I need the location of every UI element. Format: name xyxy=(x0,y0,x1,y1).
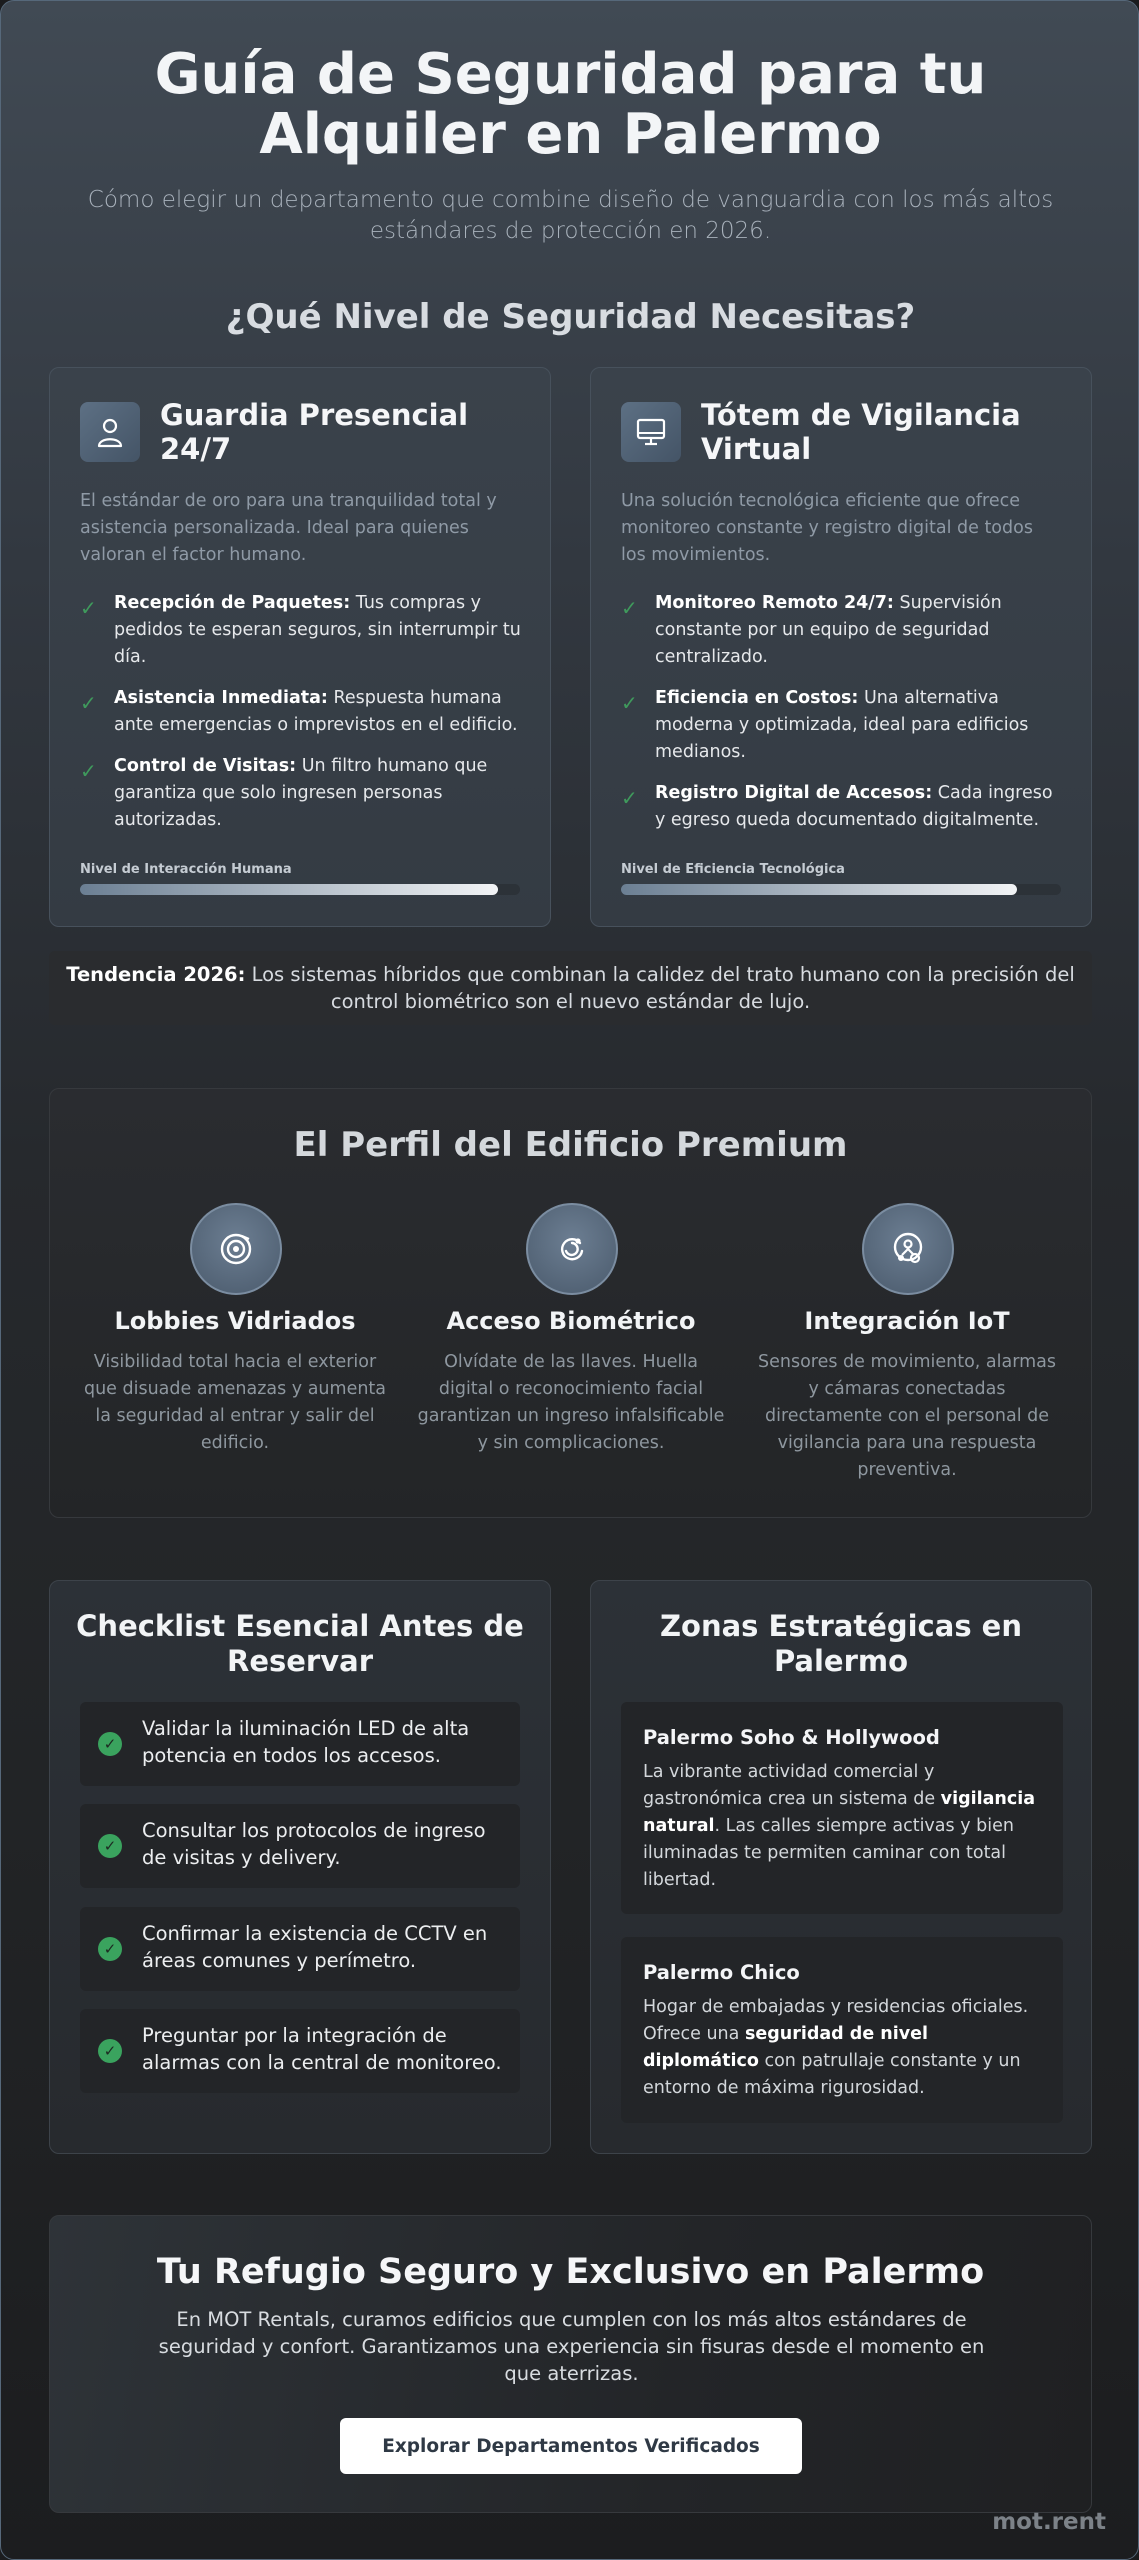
cta-section xyxy=(49,2215,1092,2513)
checklist-item xyxy=(80,1907,520,1991)
progress-bar xyxy=(80,884,520,895)
check-circle-icon: ✓ xyxy=(98,1834,122,1858)
trend-text: Los sistemas híbridos que combinan la calidez del trato humano con la precisión del control biométrico son el nuevo estándar de lujo. xyxy=(245,963,1075,1013)
feature-item: Eficiencia en Costos: Una alternativa moderna y optimizada, ideal para edificios medianos. xyxy=(655,688,1029,762)
zone-text: Hogar de embajadas y residencias oficiales. Ofrece una seguridad de nivel diplomático con patrullaje constante y un entorno de máxima rigurosidad. xyxy=(643,1997,1029,2098)
bar-label: Nivel de Interacción Humana xyxy=(80,862,292,877)
zone-title: Palermo Chico xyxy=(643,1961,800,1984)
card-title: Guardia Presencial 24/7 xyxy=(160,398,469,466)
check-icon: ✓ xyxy=(621,786,638,810)
explore-apartments-button[interactable]: Explorar Departamentos Verificados xyxy=(340,2418,802,2474)
trend-banner xyxy=(49,951,1092,1025)
zone-card xyxy=(621,1702,1063,1914)
bar-label: Nivel de Eficiencia Tecnológica xyxy=(621,862,845,877)
check-icon: ✓ xyxy=(80,691,97,715)
check-circle-icon: ✓ xyxy=(98,2039,122,2063)
checklist-panel xyxy=(49,1580,551,2154)
checklist-item xyxy=(80,2009,520,2093)
premium-item-desc: Visibilidad total hacia el exterior que disuade amenazas y aumenta la seguridad al entrar y salir del edificio. xyxy=(83,1352,387,1453)
check-circle-icon: ✓ xyxy=(98,1732,122,1756)
cta-title: Tu Refugio Seguro y Exclusivo en Palermo xyxy=(156,2252,985,2292)
feature-item: Recepción de Paquetes: Tus compras y pedidos te esperan seguros, sin interrumpir tu día. xyxy=(114,593,521,667)
cta-text: En MOT Rentals, curamos edificios que cumplen con los más altos estándares de seguridad y confort. Garantizamos una experiencia sin fisuras desde el momento en que aterrizas. xyxy=(158,2308,985,2385)
check-circle-icon: ✓ xyxy=(98,1937,122,1961)
progress-fill xyxy=(80,884,498,895)
premium-item-title: Lobbies Vidriados xyxy=(114,1307,356,1335)
monitor-icon xyxy=(621,402,681,462)
title-line-1: Guía de Seguridad para tu xyxy=(154,42,987,107)
premium-section xyxy=(49,1088,1092,1518)
zone-title: Palermo Soho & Hollywood xyxy=(643,1726,940,1749)
levels-title: ¿Qué Nivel de Seguridad Necesitas? xyxy=(225,297,916,337)
page-title xyxy=(1,42,1139,167)
header xyxy=(1,42,1139,247)
card-totem xyxy=(590,367,1092,927)
check-icon: ✓ xyxy=(80,759,97,783)
feature-item: Control de Visitas: Un filtro humano que garantiza que solo ingresen personas autorizadas. xyxy=(114,756,488,830)
checklist-text: Consultar los protocolos de ingreso de visitas y delivery. xyxy=(142,1819,486,1869)
premium-item-desc: Sensores de movimiento, alarmas y cámaras conectadas directamente con el personal de vigilancia para una respuesta preventiva. xyxy=(757,1352,1056,1480)
title-line-2: Alquiler en Palermo xyxy=(259,102,882,167)
checklist-text: Confirmar la existencia de CCTV en áreas comunes y perímetro. xyxy=(142,1922,488,1972)
camera-lens-icon xyxy=(190,1203,282,1295)
checklist-item xyxy=(80,1804,520,1888)
fingerprint-icon xyxy=(526,1203,618,1295)
premium-item-title: Acceso Biométrico xyxy=(446,1307,696,1335)
progress-fill xyxy=(621,884,1017,895)
premium-item-title: Integración IoT xyxy=(804,1307,1010,1335)
brand-logo[interactable]: mot.rent xyxy=(992,2509,1106,2535)
card-guardia xyxy=(49,367,551,927)
zone-card xyxy=(621,1937,1063,2123)
checklist-item xyxy=(80,1702,520,1786)
zones-title: Zonas Estratégicas en Palermo xyxy=(660,1609,1022,1678)
premium-title: El Perfil del Edificio Premium xyxy=(293,1125,848,1165)
card-description: Una solución tecnológica eficiente que ofrece monitoreo constante y registro digital de todos los movimientos. xyxy=(621,491,1033,565)
check-icon: ✓ xyxy=(621,691,638,715)
checklist-text: Preguntar por la integración de alarmas con la central de monitoreo. xyxy=(142,2024,502,2074)
card-title: Tótem de Vigilancia Virtual xyxy=(701,398,1021,466)
page-subtitle: Cómo elegir un departamento que combine diseño de vanguardia con los más altos estándares de protección en 2026. xyxy=(87,187,1054,244)
zone-text: La vibrante actividad comercial y gastronómica crea un sistema de vigilancia natural. Las calles siempre activas y bien iluminadas te permiten caminar con total libertad. xyxy=(643,1762,1036,1890)
feature-item: Monitoreo Remoto 24/7: Supervisión constante por un equipo de seguridad centralizado. xyxy=(655,593,1002,667)
sensor-icon xyxy=(862,1203,954,1295)
feature-item: Asistencia Inmediata: Respuesta humana ante emergencias o imprevistos en el edificio. xyxy=(114,688,518,735)
card-description: El estándar de oro para una tranquilidad total y asistencia personalizada. Ideal para quienes valoran el factor humano. xyxy=(80,491,497,565)
user-icon xyxy=(80,402,140,462)
checklist-text: Validar la iluminación LED de alta potencia en todos los accesos. xyxy=(142,1717,470,1767)
feature-item: Registro Digital de Accesos: Cada ingreso y egreso queda documentado digitalmente. xyxy=(655,783,1053,830)
checklist-title: Checklist Esencial Antes de Reservar xyxy=(76,1609,524,1678)
trend-label: Tendencia 2026: xyxy=(66,963,246,986)
check-icon: ✓ xyxy=(621,596,638,620)
premium-item-desc: Olvídate de las llaves. Huella digital o reconocimiento facial garantizan un ingreso infalsificable y sin complicaciones. xyxy=(417,1352,725,1453)
zones-panel xyxy=(590,1580,1092,2154)
progress-bar xyxy=(621,884,1061,895)
check-icon: ✓ xyxy=(80,596,97,620)
